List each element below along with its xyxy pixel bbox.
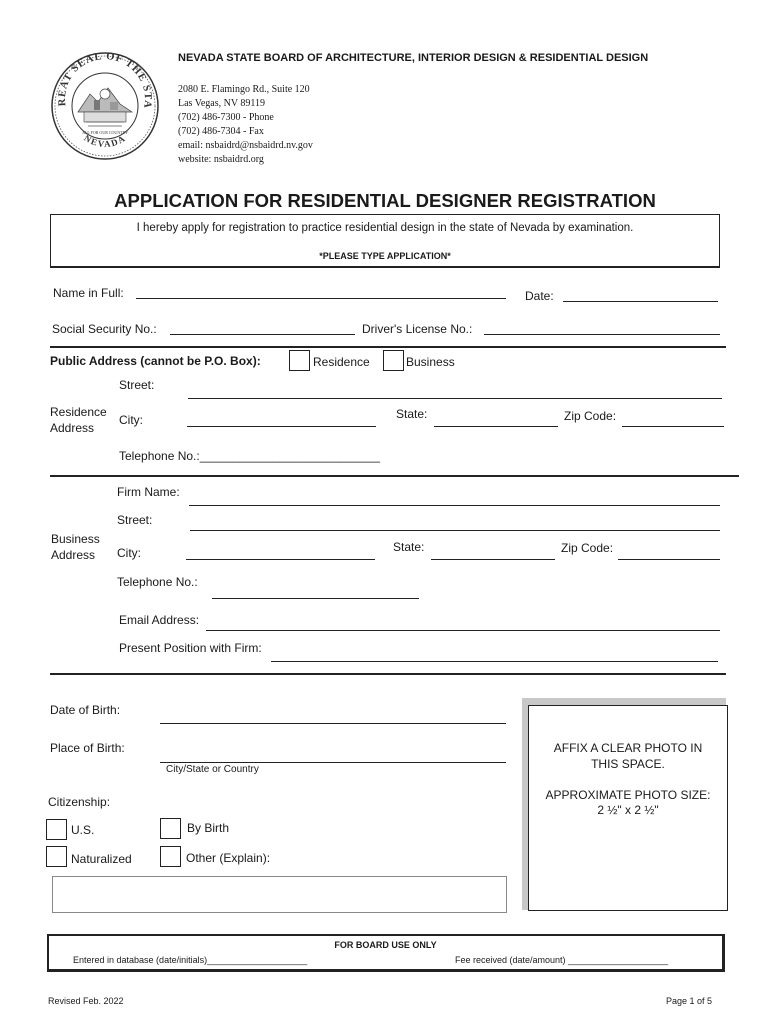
- license-field[interactable]: [484, 334, 720, 335]
- photo-size-label: APPROXIMATE PHOTO SIZE:: [545, 788, 711, 802]
- us-checkbox[interactable]: [46, 819, 67, 840]
- business-zip-field[interactable]: [618, 559, 720, 560]
- type-notice: *PLEASE TYPE APPLICATION*: [319, 251, 451, 261]
- residence-street-field[interactable]: [188, 398, 722, 399]
- residence-city-label: City:: [119, 413, 143, 427]
- residence-city-field[interactable]: [187, 426, 376, 427]
- business-email-field[interactable]: [206, 630, 720, 631]
- photo-size-value: 2 ½" x 2 ½": [597, 803, 659, 817]
- dob-field[interactable]: [160, 723, 506, 724]
- state-seal-icon: [50, 50, 160, 162]
- photo-box: [528, 705, 728, 911]
- business-state-field[interactable]: [431, 559, 555, 560]
- residence-section-label-2: Address: [50, 421, 95, 435]
- ssn-field[interactable]: [170, 334, 355, 335]
- name-field[interactable]: [136, 298, 506, 299]
- dob-label: Date of Birth:: [50, 703, 121, 717]
- position-label: Present Position with Firm:: [119, 641, 262, 655]
- board-name: NEVADA STATE BOARD OF ARCHITECTURE, INTERIOR DESIGN & RESIDENTIAL DESIGN: [178, 52, 649, 64]
- residence-street-label: Street:: [119, 378, 155, 392]
- email-text: email: nsbaidrd@nsbaidrd.nv.gov: [178, 140, 313, 151]
- entered-in-database: Entered in database (date/initials)____________________: [73, 955, 308, 965]
- business-option-label: Business: [406, 355, 455, 369]
- business-city-label: City:: [117, 546, 141, 560]
- date-label: Date:: [525, 289, 554, 303]
- section-divider-2: [50, 475, 739, 477]
- residence-zip-field[interactable]: [622, 426, 724, 427]
- photo-instruction-1: AFFIX A CLEAR PHOTO IN: [553, 741, 703, 755]
- svg-text:THE GREAT SEAL OF THE STATE OF: REAT SEAL OF THE STA: [56, 50, 154, 109]
- residence-zip-label: Zip Code:: [564, 409, 617, 423]
- board-use-title: FOR BOARD USE ONLY: [334, 940, 437, 950]
- pob-hint: City/State or Country: [166, 764, 259, 775]
- residence-state-field[interactable]: [434, 426, 558, 427]
- business-email-label: Email Address:: [119, 613, 200, 627]
- by-birth-checkbox[interactable]: [160, 818, 181, 839]
- pob-field[interactable]: [160, 762, 506, 763]
- board-contact: [178, 83, 313, 167]
- by-birth-option-label: By Birth: [187, 821, 230, 835]
- other-checkbox[interactable]: [160, 846, 181, 867]
- naturalized-checkbox[interactable]: [46, 846, 67, 867]
- residence-checkbox[interactable]: [289, 350, 310, 371]
- business-state-label: State:: [393, 540, 425, 554]
- name-label: Name in Full:: [53, 286, 124, 300]
- us-option-label: U.S.: [71, 823, 95, 837]
- business-section-label: [51, 531, 100, 563]
- public-address-label: Public Address (cannot be P.O. Box):: [50, 354, 261, 368]
- state-seal: [50, 50, 160, 162]
- svg-text:ALL FOR OUR COUNTRY: ALL FOR OUR COUNTRY: [82, 130, 128, 135]
- website-text: website: nsbaidrd.org: [178, 154, 264, 165]
- business-section-label-2: Address: [51, 548, 96, 562]
- business-checkbox[interactable]: [383, 350, 404, 371]
- intro-text: I hereby apply for registration to practice residential design in the state of Nevada by examination.: [136, 222, 634, 234]
- phone-text: (702) 486-7300 - Phone: [178, 112, 274, 123]
- fee-received: Fee received (date/amount) ____________________: [455, 955, 669, 965]
- pob-label: Place of Birth:: [50, 741, 125, 755]
- board-use-box: [47, 934, 725, 972]
- license-label: Driver's License No.:: [362, 322, 473, 336]
- intro-box: [50, 214, 720, 268]
- position-field[interactable]: [271, 661, 718, 662]
- section-divider-1: [50, 346, 726, 348]
- fax-text: (702) 486-7304 - Fax: [178, 126, 264, 137]
- residence-state-label: State:: [396, 407, 428, 421]
- revision-date: Revised Feb. 2022: [48, 996, 124, 1006]
- firm-name-label: Firm Name:: [117, 485, 180, 499]
- business-phone-label: Telephone No.:: [117, 575, 198, 589]
- other-option-label: Other (Explain):: [186, 851, 271, 865]
- residence-option-label: Residence: [313, 355, 370, 369]
- address-line-2: Las Vegas, NV 89119: [178, 98, 266, 109]
- business-city-field[interactable]: [186, 559, 375, 560]
- business-section-label-1: Business: [51, 532, 100, 546]
- firm-name-field[interactable]: [189, 505, 720, 506]
- ssn-label: Social Security No.:: [52, 322, 157, 336]
- business-phone-field[interactable]: [212, 598, 419, 599]
- form-title: APPLICATION FOR RESIDENTIAL DESIGNER REGISTRATION: [114, 190, 656, 211]
- date-field[interactable]: [563, 301, 718, 302]
- residence-phone-label: Telephone No.:___________________________: [119, 449, 380, 463]
- business-street-field[interactable]: [190, 530, 720, 531]
- residence-section-label: [50, 404, 107, 436]
- business-zip-label: Zip Code:: [561, 541, 614, 555]
- residence-section-label-1: Residence: [50, 405, 107, 419]
- business-street-label: Street:: [117, 513, 153, 527]
- citizenship-label: Citizenship:: [48, 795, 111, 809]
- naturalized-option-label: Naturalized: [71, 852, 132, 866]
- svg-text:NEVADA: NEVADA: [82, 132, 128, 150]
- address-line-1: 2080 E. Flamingo Rd., Suite 120: [178, 84, 310, 95]
- other-explain-box[interactable]: [52, 876, 507, 913]
- photo-instruction-2: THIS SPACE.: [591, 757, 665, 771]
- page-number: Page 1 of 5: [666, 996, 713, 1006]
- section-divider-3: [50, 673, 726, 675]
